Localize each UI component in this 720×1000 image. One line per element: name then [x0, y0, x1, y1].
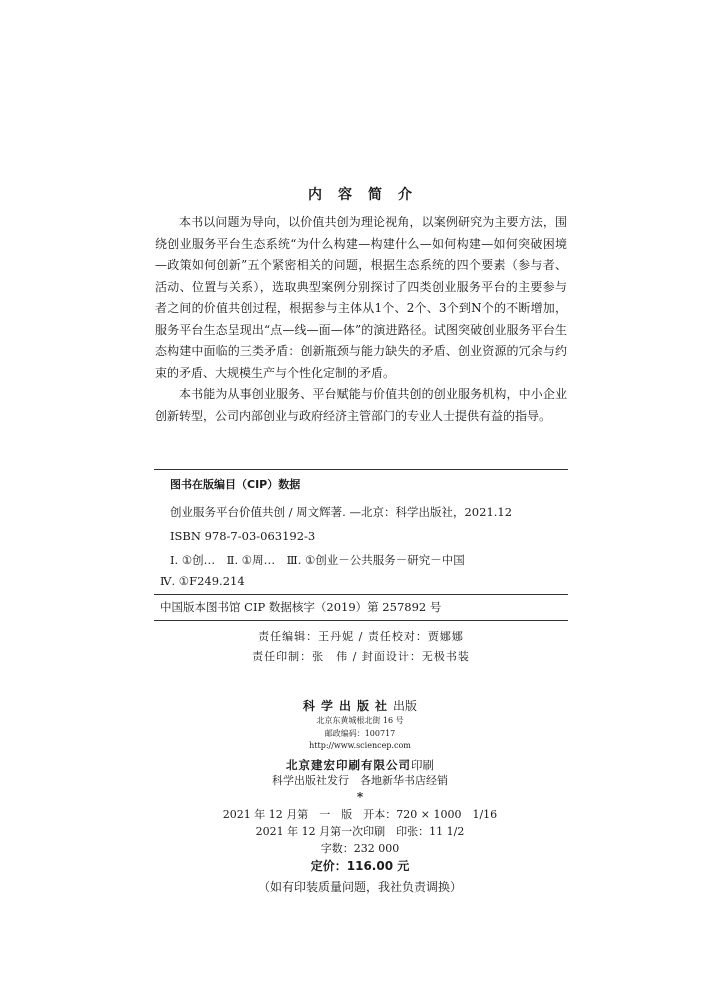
separator-star: * [356, 790, 364, 804]
section-title: 内容简介 [308, 187, 428, 203]
printer-suffix: 印刷 [411, 758, 434, 772]
distribution-line: 科学出版社发行 各地新华书店经销 [272, 774, 448, 787]
publisher-address: 北京东黄城根北街 16 号 [316, 716, 404, 725]
cip-block [170, 476, 568, 569]
word-count: 字数：232 000 [320, 842, 400, 855]
cip-mid-rule [154, 594, 568, 595]
staff-line-1: 责任编辑：王丹妮 / 责任校对：贾娜娜 [258, 630, 464, 643]
edition-line-2: 2021 年 12 月第一次印刷 印张：11 1/2 [255, 825, 465, 838]
cip-class-2: Ⅳ. ①F249.214 [160, 574, 245, 588]
publisher-line [0, 695, 720, 714]
edition-line-1: 2021 年 12 月第 一 版 开本：720 × 1000 1/16 [222, 808, 498, 821]
cip-heading: 图书在版编目（CIP）数据 [170, 478, 301, 491]
publisher-suffix: 出版 [393, 699, 418, 713]
intro-text [155, 212, 567, 427]
publisher-postcode: 邮政编码：100717 [324, 729, 396, 738]
intro-paragraph-2: 本书能为从事创业服务、平台赋能与价值共创的创业服务机构，中小企业创新转型，公司内部创业与政府经济主管部门的专业人士提供有益的指导。 [155, 387, 567, 423]
publisher-url: http://www.sciencep.com [309, 741, 411, 750]
publisher-name: 科学出版社 [302, 699, 393, 713]
cip-top-rule [154, 469, 568, 470]
cip-record: 中国版本图书馆 CIP 数据核字（2019）第 257892 号 [160, 600, 442, 614]
cip-isbn: ISBN 978-7-03-063192-3 [170, 529, 316, 543]
cip-bottom-rule [154, 620, 568, 621]
printer-name: 北京建宏印刷有限公司 [286, 758, 411, 772]
intro-paragraph-1: 本书以问题为导向，以价值共创为理论视角，以案例研究为主要方法，围绕创业服务平台生态系统“为什么构建—构建什么—如何构建—如何突破困境—政策如何创新”五个紧密相关的问题，根据生态系统的四个要素（参与者、活动、位置与关系），选取典型案例分别探讨了四类创业服务平台的主要参与者之间的价值共创过程，根据参与主体从1个、2个、3个到N个的不断增加，服务平台生态呈现出“点—线—面—体”的演进路径。试图突破创业服务平台生态构建中面临的三类矛盾：创新瓶颈与能力缺失的矛盾、创业资源的冗余与约束的矛盾、大规模生产与个性化定制的矛盾。 [155, 215, 567, 380]
quality-note: （如有印装质量问题，我社负责调换） [257, 880, 462, 894]
cip-class-1: Ⅰ. ①创… Ⅱ. ①周… Ⅲ. ①创业－公共服务－研究－中国 [170, 553, 465, 567]
price: 定价：116.00 元 [310, 859, 410, 873]
cip-title-line: 创业服务平台价值共创 / 周文辉著. —北京：科学出版社，2021.12 [170, 505, 513, 519]
staff-line-2: 责任印制：张 伟 / 封面设计：无极书装 [252, 650, 470, 663]
printer-line [0, 754, 720, 773]
